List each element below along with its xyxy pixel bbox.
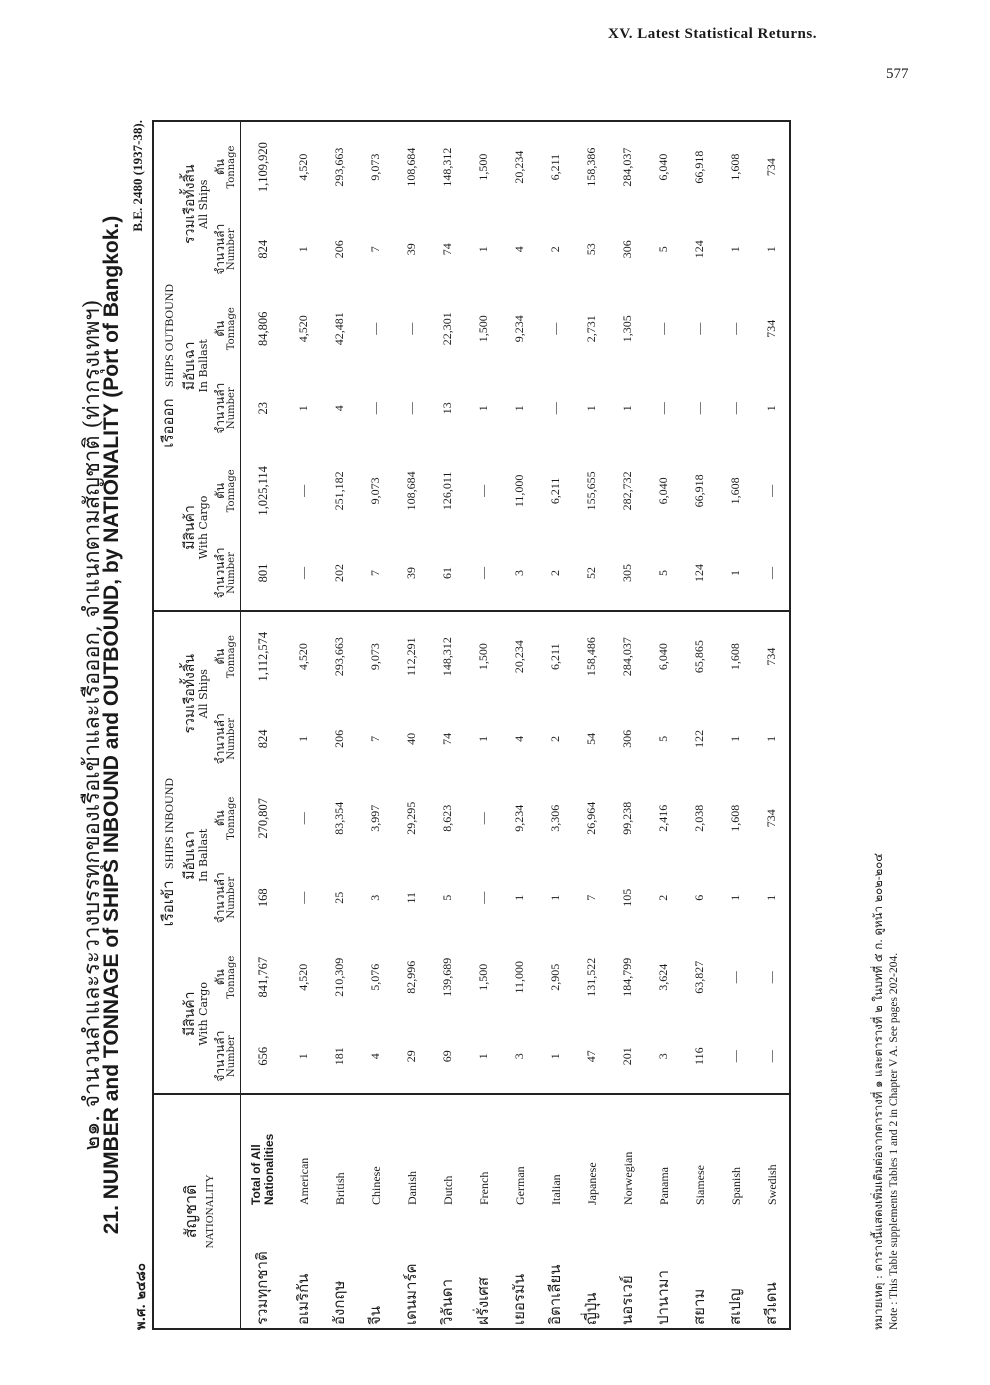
nationality-english: Panama (657, 1167, 671, 1205)
in-all-n-cell: 2 (547, 735, 562, 742)
nationality-cell (753, 1094, 790, 1329)
out-cargo-n-cell: 801 (255, 563, 270, 583)
in-ballast-t-cell: 9,234 (511, 804, 526, 832)
table-row (717, 121, 753, 1329)
in-all-ships-header: รวมเรือทั้งสิ้น All Ships (182, 611, 212, 776)
out-cargo-n-cell: 5 (655, 570, 670, 577)
nationality-cell (537, 1094, 573, 1329)
out-cargo-t-cell: 1,608 (727, 477, 742, 505)
in-cargo-n-cell: — (763, 1050, 778, 1063)
out-cargo-t-cell: 11,000 (511, 474, 526, 508)
in-ballast-n-cell: 1 (727, 894, 742, 901)
in-cargo-t-cell: 82,996 (403, 960, 418, 994)
nationality-english: Danish (405, 1171, 419, 1205)
in-cargo-n-cell: 29 (403, 1050, 418, 1063)
in-all-t-cell: 20,234 (501, 611, 537, 702)
out-all-t-cell: 4,520 (295, 153, 310, 181)
in-ballast-t-cell: — (475, 812, 490, 825)
out-all-t-cell: 6,211 (547, 153, 562, 181)
nationality-cell (241, 1094, 286, 1329)
out-all-n-cell: 53 (583, 243, 598, 256)
in-all-n-cell: 1 (475, 735, 490, 742)
out-ballast-n-cell: 1 (295, 405, 310, 412)
nationality-thai: สเปญ (726, 1288, 744, 1325)
in-all-n-cell: 1 (727, 735, 742, 742)
in-ballast-t-cell: — (295, 812, 310, 825)
table-row (753, 121, 790, 1329)
out-ballast-t-cell: 84,806 (255, 311, 270, 346)
nationality-thai: ญี่ปุ่น (582, 1292, 600, 1325)
in-ballast-n-cell: 3 (367, 894, 382, 901)
nationality-english: American (297, 1157, 311, 1205)
note-english: Note : This Table supplements Tables 1 and 2 in Chapter V A. See pages 202-204. (888, 952, 900, 1330)
in-cargo-t-cell: 841,767 (255, 956, 270, 998)
out-cargo-n-cell: — (475, 567, 490, 580)
in-ballast-t-cell: 1,608 (727, 804, 742, 832)
in-cargo-n-cell: 181 (331, 1047, 346, 1066)
out-all-n-cell: 2 (547, 246, 562, 253)
nationality-thai: รวมทุกชาติ (252, 1251, 271, 1325)
in-all-n-cell: 824 (255, 729, 270, 749)
out-cargo-t-cell: — (295, 484, 310, 497)
nationality-thai: เยอรมัน (510, 1273, 528, 1325)
ships-table (152, 120, 791, 1330)
nationality-english: Siamese (693, 1165, 707, 1205)
out-cargo-n-cell: 39 (403, 567, 418, 580)
in-all-n-cell: 54 (583, 732, 598, 745)
tonnage-subheader: ตัน Tonnage (212, 286, 241, 371)
out-ballast-header: มีอับเฉา In Ballast (182, 339, 210, 393)
in-cargo-t-cell: 63,827 (691, 960, 706, 994)
in-cargo-t-cell: 1,500 (475, 963, 490, 991)
table-row (609, 121, 645, 1329)
in-cargo-t-cell: 3,624 (655, 963, 670, 991)
nationality-cell (357, 1094, 393, 1329)
out-all-ships-header: รวมเรือทั้งสิ้น All Ships (182, 164, 210, 244)
out-cargo-t-cell: 108,684 (403, 471, 418, 511)
out-cargo-n-cell: — (763, 567, 778, 580)
out-cargo-t-cell: 282,732 (619, 471, 634, 511)
number-subheader: จำนวนลำ Number (212, 702, 241, 776)
in-all-t-cell: 65,865 (681, 611, 717, 702)
in-cargo-n-cell: 47 (583, 1050, 598, 1063)
out-ballast-t-cell: 9,234 (511, 315, 526, 343)
number-subheader: จำนวนลำ Number (212, 1020, 241, 1094)
in-ballast-t-cell: 270,807 (255, 797, 270, 839)
in-all-n-cell: 74 (439, 732, 454, 745)
out-all-n-cell: 1 (295, 246, 310, 253)
table-title-thai: ๒๑. จำนวนลำและระวางบรรทุกของเรือเข้าและเรือออก, จำแนกตามสัญชาติ (ท่ากรุงเทพฯ) (80, 299, 105, 1151)
out-all-t-cell: 1,109,920 (255, 142, 270, 193)
in-all-n-cell: 306 (619, 729, 634, 748)
in-cargo-t-cell: 131,522 (583, 957, 598, 997)
out-cargo-n-cell: 52 (583, 567, 598, 580)
in-ballast-t-cell: 83,354 (331, 801, 346, 835)
out-ballast-t-cell: 2,731 (583, 315, 598, 343)
nationality-english: Dutch (441, 1175, 455, 1205)
in-ballast-n-cell: 1 (547, 894, 562, 901)
nationality-thai: จีน (366, 1305, 384, 1325)
in-cargo-n-cell: 1 (295, 1053, 310, 1060)
out-all-n-cell: 5 (655, 246, 670, 253)
tonnage-subheader: ตัน Tonnage (212, 776, 241, 861)
inbound-header: เรือเข้า SHIPS INBOUND (153, 611, 182, 1094)
outbound-header: เรือออก SHIPS OUTBOUND (159, 283, 177, 448)
out-ballast-n-cell: 1 (511, 405, 526, 412)
in-ballast-t-cell: 2,416 (655, 804, 670, 832)
out-all-t-cell: 158,386 (583, 147, 598, 187)
out-all-t-cell: 148,312 (439, 147, 454, 187)
in-cargo-n-cell: 3 (655, 1053, 670, 1060)
page-number: 577 (886, 66, 909, 82)
in-cargo-n-cell: 1 (475, 1053, 490, 1060)
in-cargo-n-cell: 116 (691, 1047, 706, 1065)
in-cargo-t-cell: 184,799 (619, 957, 634, 997)
out-ballast-n-cell: 4 (331, 405, 346, 412)
in-ballast-n-cell: 7 (583, 894, 598, 901)
nationality-english: French (477, 1171, 491, 1205)
year-thai: พ.ศ. ๒๔๘๐ (134, 1263, 149, 1330)
out-all-n-cell: 39 (403, 243, 418, 256)
in-all-t-cell: 734 (753, 611, 790, 702)
table-row (429, 121, 465, 1329)
out-cargo-t-cell: 126,011 (439, 471, 454, 511)
in-all-n-cell: 1 (763, 735, 778, 742)
out-all-t-cell: 734 (763, 158, 778, 177)
out-cargo-t-cell: 251,182 (331, 471, 346, 511)
in-ballast-n-cell: 2 (655, 894, 670, 901)
out-cargo-n-cell: 305 (619, 564, 634, 583)
in-ballast-n-cell: 105 (619, 888, 634, 907)
in-cargo-t-cell: 2,905 (547, 963, 562, 991)
in-all-t-cell: 6,040 (645, 611, 681, 702)
out-all-t-cell: 66,918 (691, 150, 706, 184)
tonnage-subheader: ตัน Tonnage (212, 445, 241, 536)
out-cargo-t-cell: 1,025,114 (255, 466, 270, 516)
out-ballast-n-cell: — (691, 402, 706, 415)
table-row (573, 121, 609, 1329)
total-row (241, 121, 286, 1329)
in-cargo-t-cell: 4,520 (295, 963, 310, 991)
out-all-t-cell: 284,037 (619, 147, 634, 187)
out-cargo-t-cell: 155,655 (583, 471, 598, 511)
in-ballast-t-cell: 26,964 (583, 801, 598, 835)
out-cargo-t-cell: 6,211 (547, 477, 562, 505)
in-all-t-cell: 293,663 (321, 611, 357, 702)
out-all-n-cell: 4 (511, 246, 526, 253)
out-ballast-n-cell: 13 (439, 402, 454, 415)
in-ballast-t-cell: 8,623 (439, 804, 454, 832)
nationality-cell (393, 1094, 429, 1329)
out-ballast-n-cell: — (727, 402, 742, 415)
out-all-t-cell: 9,073 (367, 153, 382, 181)
tonnage-subheader: ตัน Tonnage (212, 121, 241, 212)
out-ballast-t-cell: 22,301 (439, 312, 454, 346)
out-cargo-n-cell: — (295, 567, 310, 580)
table-row (465, 121, 501, 1329)
out-cargo-n-cell: 2 (547, 570, 562, 577)
out-ballast-n-cell: — (655, 402, 670, 415)
nationality-thai: ปานามา (654, 1270, 672, 1325)
out-ballast-t-cell: — (727, 322, 742, 335)
out-cargo-n-cell: 202 (331, 564, 346, 583)
table-row (537, 121, 573, 1329)
out-all-t-cell: 6,040 (655, 153, 670, 181)
out-all-n-cell: 1 (475, 246, 490, 253)
in-all-n-cell: 1 (295, 735, 310, 742)
in-ballast-header: มีอับเฉา In Ballast (182, 828, 210, 882)
nationality-cell (609, 1094, 645, 1329)
nationality-english: German (513, 1166, 527, 1205)
number-subheader: จำนวนลำ Number (212, 536, 241, 610)
out-ballast-t-cell: — (547, 322, 562, 335)
in-all-t-cell: 1,112,574 (241, 611, 286, 702)
nationality-thai: นอรเวย์ (618, 1275, 636, 1325)
out-cargo-t-cell: 6,040 (655, 477, 670, 505)
out-ballast-t-cell: 4,520 (295, 315, 310, 343)
out-all-t-cell: 1,608 (727, 153, 742, 181)
out-all-n-cell: 824 (255, 239, 270, 259)
in-all-t-cell: 1,608 (717, 611, 753, 702)
in-ballast-t-cell: 3,306 (547, 804, 562, 832)
nationality-thai: สวีเดน (762, 1282, 780, 1325)
out-ballast-t-cell: — (655, 322, 670, 335)
table-row (321, 121, 357, 1329)
nationality-cell (465, 1094, 501, 1329)
in-ballast-n-cell: 11 (403, 891, 418, 904)
out-ballast-t-cell: 734 (763, 319, 778, 338)
nationality-english: Swedish (765, 1164, 779, 1205)
out-ballast-t-cell: — (367, 322, 382, 335)
in-all-t-cell: 112,291 (393, 611, 429, 702)
in-cargo-n-cell: 1 (547, 1053, 562, 1060)
nationality-english: Italian (549, 1174, 563, 1205)
out-cargo-t-cell: — (475, 484, 490, 497)
rotated-table-page (80, 120, 910, 1330)
in-all-n-cell: 40 (403, 732, 418, 745)
in-all-n-cell: 5 (655, 735, 670, 742)
out-ballast-n-cell: 1 (763, 405, 778, 412)
out-ballast-n-cell: 1 (583, 405, 598, 412)
nationality-english: Total of All Nationalities (249, 1133, 277, 1205)
out-cargo-t-cell: 9,073 (367, 477, 382, 505)
out-cargo-n-cell: 124 (691, 564, 706, 583)
nationality-cell (717, 1094, 753, 1329)
in-all-n-cell: 4 (511, 735, 526, 742)
out-all-n-cell: 124 (691, 240, 706, 259)
in-ballast-n-cell: 168 (255, 888, 270, 908)
in-ballast-n-cell: — (475, 891, 490, 904)
in-cargo-t-cell: 5,076 (367, 963, 382, 991)
in-cargo-n-cell: — (727, 1050, 742, 1063)
out-ballast-n-cell: 1 (475, 405, 490, 412)
table-title-english: 21. NUMBER and TONNAGE of SHIPS INBOUND and OUTBOUND, by NATIONALITY (Port of Bangkok.) (100, 215, 123, 1235)
tonnage-subheader: ตัน Tonnage (212, 611, 241, 702)
in-ballast-t-cell: 29,295 (403, 801, 418, 835)
in-ballast-t-cell: 3,997 (367, 804, 382, 832)
nationality-cell (645, 1094, 681, 1329)
in-cargo-n-cell: 3 (511, 1053, 526, 1060)
out-cargo-n-cell: 3 (511, 570, 526, 577)
in-ballast-t-cell: 734 (763, 809, 778, 828)
in-all-n-cell: 7 (367, 735, 382, 742)
nationality-cell (285, 1094, 321, 1329)
in-cargo-t-cell: — (763, 971, 778, 984)
number-subheader: จำนวนลำ Number (212, 861, 241, 935)
out-all-t-cell: 108,684 (403, 147, 418, 187)
table-row (285, 121, 321, 1329)
in-ballast-n-cell: — (295, 891, 310, 904)
nationality-english: Chinese (369, 1166, 383, 1205)
out-all-n-cell: 1 (763, 246, 778, 253)
in-all-n-cell: 122 (691, 729, 706, 748)
out-all-n-cell: 74 (439, 243, 454, 256)
in-cargo-n-cell: 69 (439, 1050, 454, 1063)
in-all-t-cell: 9,073 (357, 611, 393, 702)
nationality-thai: อิตาเลียน (546, 1264, 564, 1325)
nationality-cell (321, 1094, 357, 1329)
nationality-english: British (333, 1172, 347, 1205)
out-all-t-cell: 20,234 (511, 150, 526, 184)
in-ballast-n-cell: 6 (691, 894, 706, 901)
nationality-thai: อังกฤษ (330, 1280, 348, 1325)
nationality-thai: สยาม (690, 1288, 708, 1325)
in-ballast-n-cell: 1 (511, 894, 526, 901)
in-all-t-cell: 1,500 (465, 611, 501, 702)
in-ballast-t-cell: 2,038 (691, 804, 706, 832)
nationality-header: สัญชาติ NATIONALITY (153, 1094, 241, 1329)
out-cargo-n-cell: 61 (439, 567, 454, 580)
out-ballast-t-cell: 1,305 (619, 315, 634, 343)
out-ballast-n-cell: — (403, 402, 418, 415)
in-cargo-n-cell: 656 (255, 1046, 270, 1066)
note-thai: หมายเหตุ : ตารางนี้แสดงเพิ่มเติมต่อจากตารางที่ ๑ และตารางที่ ๒ ในบทที่ ๕ ก. ดูหน้า ๒๐๒-๒๐๔ (871, 853, 885, 1330)
in-cargo-n-cell: 201 (619, 1047, 634, 1066)
nationality-cell (501, 1094, 537, 1329)
in-all-t-cell: 158,486 (573, 611, 609, 702)
in-cargo-t-cell: 11,000 (511, 960, 526, 994)
out-all-n-cell: 306 (619, 240, 634, 259)
in-cargo-t-cell: 139,689 (439, 957, 454, 997)
nationality-cell (429, 1094, 465, 1329)
out-all-t-cell: 293,663 (331, 147, 346, 187)
out-all-t-cell: 1,500 (475, 153, 490, 181)
table-row (681, 121, 717, 1329)
table-row (357, 121, 393, 1329)
out-ballast-n-cell: 23 (255, 401, 270, 415)
table-row (393, 121, 429, 1329)
in-ballast-n-cell: 25 (331, 891, 346, 904)
out-cargo-t-cell: — (763, 484, 778, 497)
out-cargo-n-cell: 7 (367, 570, 382, 577)
in-all-t-cell: 6,211 (537, 611, 573, 702)
nationality-english: Spanish (729, 1166, 743, 1205)
number-subheader: จำนวนลำ Number (212, 371, 241, 445)
nationality-english: Norwegian (621, 1151, 635, 1205)
out-ballast-n-cell: 1 (619, 405, 634, 412)
out-ballast-t-cell: — (403, 322, 418, 335)
tonnage-subheader: ตัน Tonnage (212, 935, 241, 1020)
in-with-cargo-header: มีสินค้า With Cargo (182, 982, 210, 1046)
section-header: XV. Latest Statistical Returns. (608, 26, 817, 42)
out-all-n-cell: 1 (727, 246, 742, 253)
table-row (501, 121, 537, 1329)
table-row (645, 121, 681, 1329)
nationality-cell (681, 1094, 717, 1329)
nationality-cell (573, 1094, 609, 1329)
in-all-t-cell: 284,037 (609, 611, 645, 702)
nationality-thai: วิลันดา (438, 1278, 456, 1325)
in-cargo-t-cell: 210,309 (331, 957, 346, 997)
year-english: B.E. 2480 (1937-38). (130, 120, 145, 232)
nationality-thai: ฝรั่งเศส (474, 1277, 492, 1325)
nationality-thai: เดนมาร์ค (402, 1263, 420, 1325)
out-cargo-t-cell: 66,918 (691, 474, 706, 508)
in-all-t-cell: 4,520 (285, 611, 321, 702)
in-cargo-n-cell: 4 (367, 1053, 382, 1060)
out-ballast-t-cell: — (691, 322, 706, 335)
out-cargo-n-cell: 1 (727, 570, 742, 577)
in-cargo-t-cell: — (727, 971, 742, 984)
in-ballast-n-cell: 1 (763, 894, 778, 901)
out-all-n-cell: 7 (367, 246, 382, 253)
out-ballast-t-cell: 1,500 (475, 315, 490, 343)
nationality-thai: อเมริกัน (294, 1273, 312, 1325)
out-all-n-cell: 206 (331, 240, 346, 259)
number-subheader: จำนวนลำ Number (212, 212, 241, 286)
in-ballast-n-cell: 5 (439, 894, 454, 901)
out-with-cargo-header: มีสินค้า With Cargo (182, 495, 210, 560)
in-ballast-t-cell: 99,238 (619, 801, 634, 835)
out-ballast-t-cell: 42,481 (331, 312, 346, 346)
in-all-t-cell: 148,312 (429, 611, 465, 702)
out-ballast-n-cell: — (547, 402, 562, 415)
nationality-english: Japanese (585, 1162, 599, 1205)
in-all-n-cell: 206 (331, 729, 346, 748)
out-ballast-n-cell: — (367, 402, 382, 415)
